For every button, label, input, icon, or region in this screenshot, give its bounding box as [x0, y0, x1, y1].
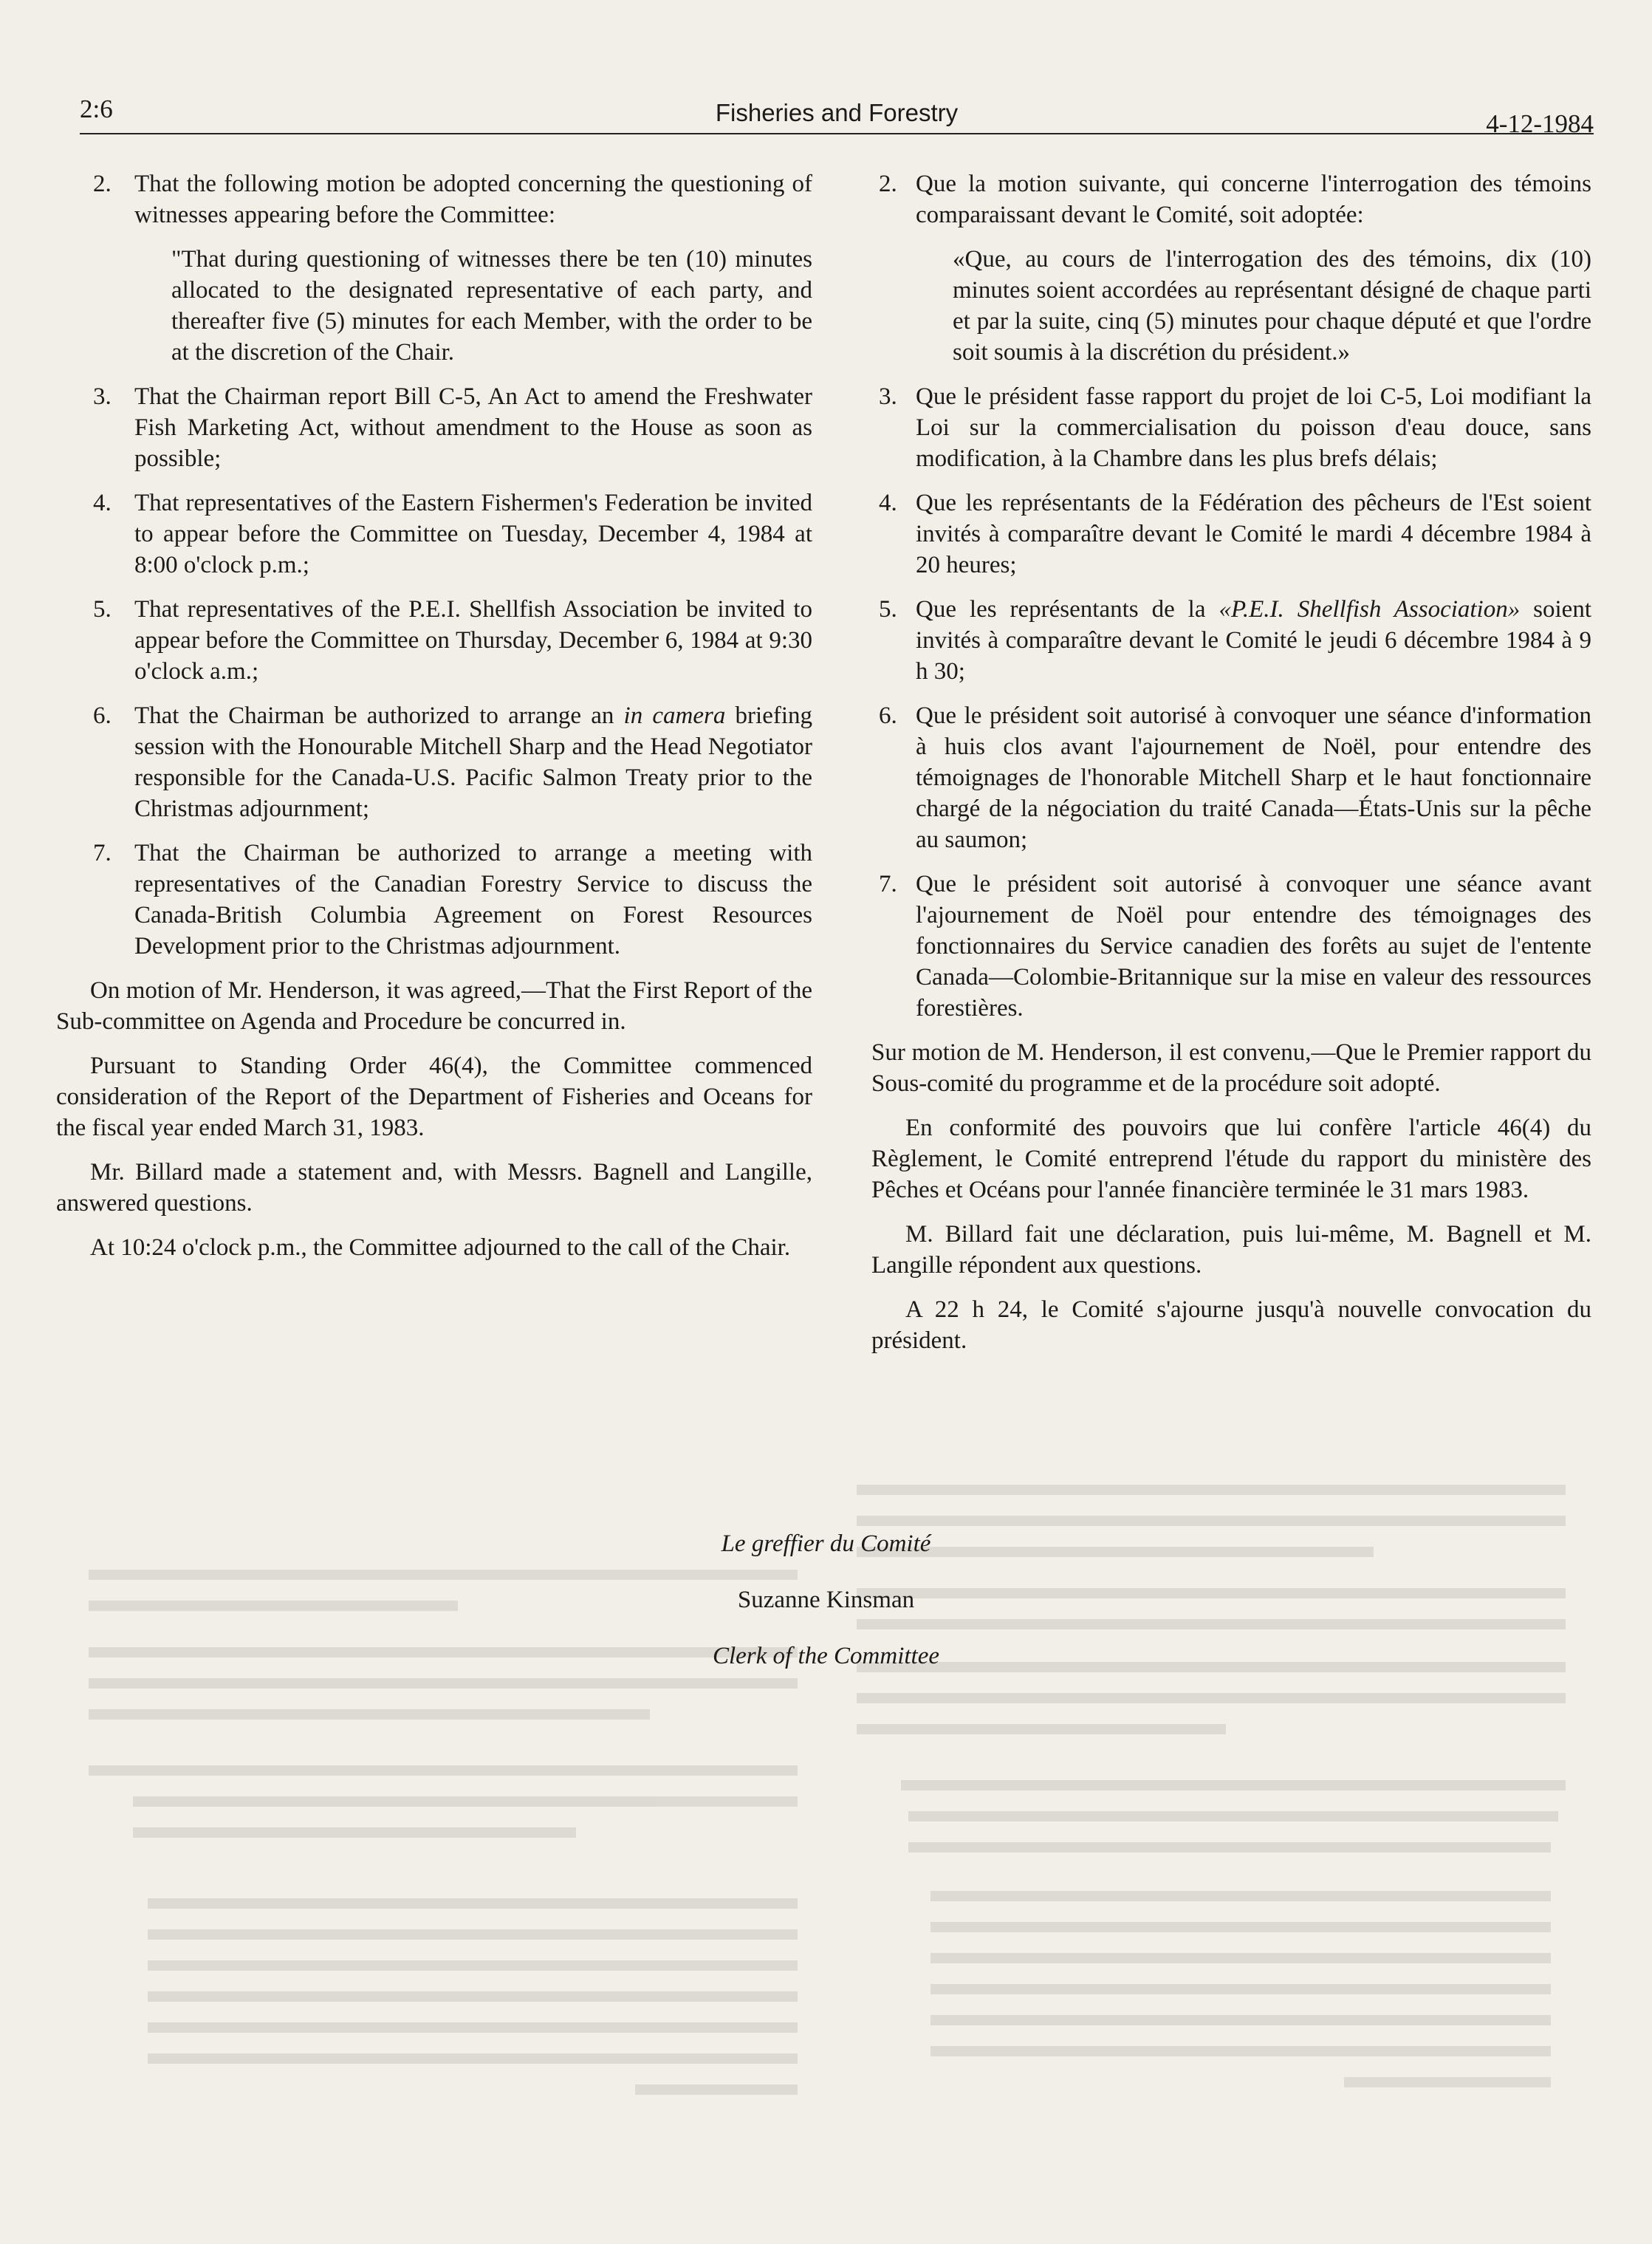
item-text: That the following motion be adopted concerning the questioning of witnesses appearing before the Committee:: [134, 171, 812, 228]
paragraph: Sur motion de M. Henderson, il est convenu,—Que le Premier rapport du Sous-comité du programme et de la procédure soit adopté.: [871, 1039, 1591, 1097]
item-number: 2.: [93, 171, 112, 197]
clerk-title-english: Clerk of the Committee: [712, 1643, 940, 1669]
list-item: [56, 168, 812, 230]
item-text: That representatives of the P.E.I. Shellfish Association be invited to appear before the Committee on Thursday, December 6, 1984 at 9:30 o'clock a.m.;: [134, 596, 812, 685]
paragraph: Mr. Billard made a statement and, with Messrs. Bagnell and Langille, answered questions.: [56, 1159, 812, 1217]
english-column: [56, 168, 812, 1276]
list-item: [871, 381, 1591, 474]
clerk-title-french: Le greffier du Comité: [721, 1530, 931, 1557]
item-number: 5.: [93, 596, 112, 623]
clerk-name: Suzanne Kinsman: [737, 1587, 915, 1613]
item-text: That representatives of the Eastern Fishermen's Federation be invited to appear before the Committee on Tuesday, December 4, 1984 at 8:00 o'clock p.m.;: [134, 490, 812, 578]
list-item: [871, 488, 1591, 581]
item-number: 2.: [879, 171, 897, 197]
item-number: 6.: [93, 702, 112, 729]
motion-quote: «Que, au cours de l'interrogation des des témoins, dix (10) minutes soient accordées au représentant désigné de chaque parti et par la suite, cinq (5) minutes pour chaque député et que l'ordre soit soumis à la discrétion du président.»: [953, 246, 1591, 366]
item-text-b: soient invités à comparaître devant le Comité le jeudi 6 décembre 1984 à 9 h 30;: [916, 596, 1591, 685]
item-text-a: Que les représentants de la: [916, 596, 1206, 623]
list-item: [56, 594, 812, 687]
list-item: [871, 594, 1591, 687]
list-item: [871, 869, 1591, 1024]
header-date: 4-12-1984: [1486, 109, 1594, 138]
paragraph: M. Billard fait une déclaration, puis lui-même, M. Bagnell et M. Langille répondent aux questions.: [871, 1221, 1591, 1279]
item-number: 5.: [879, 596, 897, 623]
item-number: 7.: [879, 871, 897, 897]
page-header: [80, 87, 1594, 138]
item-text: Que la motion suivante, qui concerne l'interrogation des témoins comparaissant devant le Comité, soit adoptée:: [916, 171, 1591, 228]
list-item: [56, 381, 812, 474]
french-column: [871, 168, 1591, 1369]
item-text: Que le président soit autorisé à convoquer une séance d'information à huis clos avant l'ajournement de Noël, pour entendre des témoignages de l'honorable Mitchell Sharp et le haut fonctionnaire chargé de la négociation du traité Canada—États-Unis sur la pêche au saumon;: [916, 702, 1591, 853]
paragraph: En conformité des pouvoirs que lui confère l'article 46(4) du Règlement, le Comité entreprend l'étude du rapport du ministère des Pêches et Océans pour l'année financière terminée le 31 mars 1983.: [871, 1115, 1591, 1203]
list-item: [56, 488, 812, 581]
paragraph: At 10:24 o'clock p.m., the Committee adjourned to the call of the Chair.: [90, 1234, 791, 1261]
item-number: 7.: [93, 840, 112, 866]
item-number: 3.: [879, 383, 897, 410]
paragraph: Pursuant to Standing Order 46(4), the Committee commenced consideration of the Report of the Department of Fisheries and Oceans for the fiscal year ended March 31, 1983.: [56, 1053, 812, 1141]
list-item: [56, 700, 812, 824]
item-text: That the Chairman be authorized to arrange a meeting with representatives of the Canadian Forestry Service to discuss the Canada-British Columbia Agreement on Forest Resources Development prior to the Christmas adjournment.: [134, 840, 812, 959]
item-text: That the Chairman report Bill C-5, An Act to amend the Freshwater Fish Marketing Act, without amendment to the House as soon as possible;: [134, 383, 812, 472]
item-number: 3.: [93, 383, 112, 410]
list-item: [56, 838, 812, 962]
item-text-b: briefing session with the Honourable Mitchell Sharp and the Head Negotiator responsible for the Canada-U.S. Pacific Salmon Treaty prior to the Christmas adjournment;: [134, 702, 813, 822]
page-number: 2:6: [80, 95, 113, 123]
list-item: [871, 700, 1591, 855]
item-text: Que le président fasse rapport du projet de loi C-5, Loi modifiant la Loi sur la commercialisation du poisson d'eau douce, sans modification, à la Chambre dans les plus brefs délais;: [916, 383, 1591, 472]
item-text-italic: in camera: [623, 702, 726, 729]
item-text: Que les représentants de la Fédération des pêcheurs de l'Est soient invités à comparaître devant le Comité le mardi 4 décembre 1984 à 20 heures;: [916, 490, 1591, 578]
motion-quote: "That during questioning of witnesses there be ten (10) minutes allocated to the designated representative of each party, and thereafter five (5) minutes for each Member, with the order to be at the discretion of the Chair.: [171, 246, 812, 366]
running-title: Fisheries and Forestry: [715, 99, 959, 126]
paragraph: On motion of Mr. Henderson, it was agreed,—That the First Report of the Sub-committee on Agenda and Procedure be concurred in.: [56, 977, 812, 1035]
item-number: 4.: [93, 490, 112, 516]
item-text-italic: «P.E.I. Shellfish Association»: [1219, 596, 1521, 623]
item-text-a: That the Chairman be authorized to arrange an: [134, 702, 614, 729]
item-number: 6.: [879, 702, 897, 729]
item-text: Que le président soit autorisé à convoquer une séance avant l'ajournement de Noël pour entendre des témoignages des fonctionnaires du Service canadien des forêts au sujet de l'entente Canada—Colombie-Britannique sur la mise en valeur des ressources forestières.: [916, 871, 1591, 1022]
paragraph: A 22 h 24, le Comité s'ajourne jusqu'à nouvelle convocation du président.: [871, 1296, 1591, 1354]
list-item: [871, 168, 1591, 230]
item-number: 4.: [879, 490, 897, 516]
